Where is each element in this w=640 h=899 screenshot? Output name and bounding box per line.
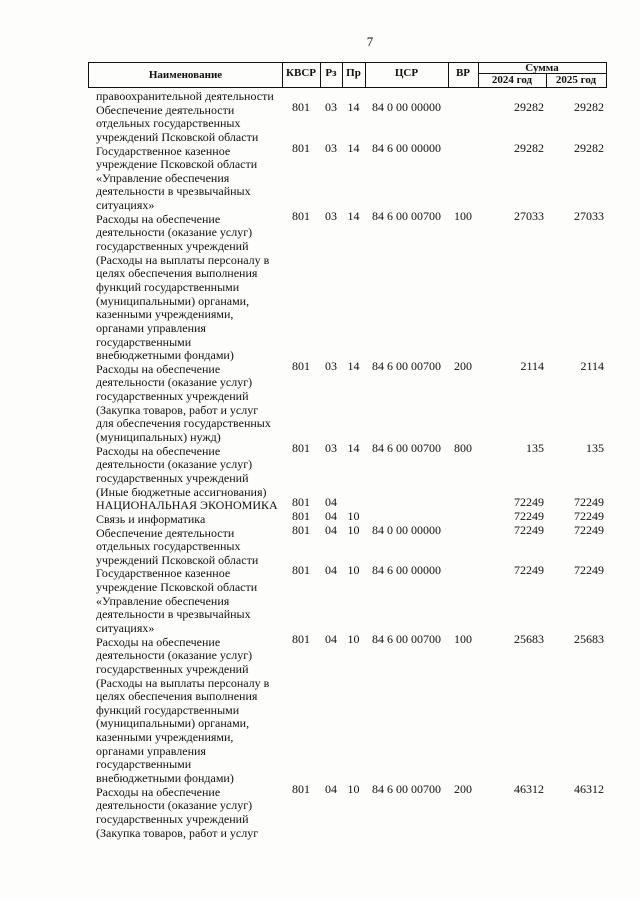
cell-sum-2025: 29282 — [574, 140, 604, 155]
cell-vr: 100 — [454, 631, 472, 646]
cell-rz: 04 — [325, 508, 337, 523]
cell-name — [88, 90, 282, 104]
cell-sum-2025: 72249 — [574, 508, 604, 523]
cell-name-line: Обеспечение деятельности — [96, 525, 235, 540]
cell-name — [88, 567, 282, 635]
cell-name-line: Государственное казенное — [96, 143, 231, 158]
cell-name-line: внебюджетными фондами) — [96, 771, 234, 786]
cell-rz: 03 — [325, 99, 337, 114]
cell-csr: 84 6 00 00000 — [372, 140, 441, 155]
cell-sum-2024: 2114 — [520, 358, 544, 373]
table-row — [88, 522, 607, 568]
cell-name-line: деятельности в чрезвычайных — [96, 184, 251, 199]
header-name: Наименование — [148, 69, 223, 81]
cell-sum-2024: 72249 — [514, 495, 544, 510]
header-sum: Сумма — [525, 62, 559, 74]
cell-rz: 03 — [325, 140, 337, 155]
cell-name-line: (Закупка товаров, работ и услуг — [96, 825, 259, 840]
cell-pr: 10 — [347, 522, 360, 537]
cell-vr: 200 — [454, 781, 472, 796]
table-row — [88, 563, 607, 635]
cell-name-line: деятельности (оказание услуг) — [96, 225, 253, 240]
cell-name-line: НАЦИОНАЛЬНАЯ ЭКОНОМИКА — [96, 498, 278, 513]
table-row — [88, 140, 607, 213]
header-year-2024: 2024 год — [491, 74, 533, 86]
cell-name-line: (Расходы на выплаты персоналу в — [96, 675, 270, 690]
cell-name-line: государственных учреждений — [96, 661, 249, 676]
cell-name-line: Расходы на обеспечение — [96, 361, 221, 376]
cell-name-line: государственных учреждений — [96, 239, 249, 254]
cell-kvsr: 801 — [292, 508, 310, 523]
cell-vr: 100 — [454, 208, 472, 223]
cell-sum-2024: 72249 — [514, 563, 544, 578]
cell-sum-2024: 46312 — [514, 781, 544, 796]
cell-name-line: учреждение Псковской области — [96, 580, 258, 595]
cell-sum-2025: 72249 — [574, 495, 604, 510]
cell-rz: 04 — [325, 522, 337, 537]
cell-name-line: государственных учреждений — [96, 811, 249, 826]
cell-sum-2025: 46312 — [574, 781, 604, 796]
cell-name-line: Расходы на обеспечение — [96, 784, 221, 799]
cell-sum-2025: 2114 — [580, 358, 604, 373]
cell-sum-2025: 29282 — [574, 99, 604, 114]
cell-kvsr: 801 — [292, 99, 310, 114]
table-row — [88, 99, 607, 145]
cell-csr: 84 6 00 00700 — [372, 631, 441, 646]
cell-name-line: учреждений Псковской области — [96, 552, 259, 567]
cell-sum-2024: 25683 — [514, 631, 544, 646]
cell-pr: 10 — [347, 563, 360, 578]
cell-pr: 10 — [347, 631, 360, 646]
cell-name-line: Обеспечение деятельности — [96, 102, 235, 117]
table-row — [88, 631, 607, 786]
cell-name-line: деятельности (оказание услуг) — [96, 798, 253, 813]
cell-name — [88, 499, 282, 513]
cell-sum-2024: 27033 — [514, 208, 544, 223]
cell-name-line: государственными — [96, 334, 192, 349]
cell-csr: 84 6 00 00700 — [372, 358, 441, 373]
cell-name-line: «Управление обеспечения — [96, 593, 230, 608]
cell-csr: 84 6 00 00700 — [372, 440, 441, 455]
cell-sum-2024: 29282 — [514, 99, 544, 114]
cell-pr: 14 — [347, 358, 360, 373]
cell-pr: 10 — [347, 781, 360, 796]
cell-name-line: Расходы на обеспечение — [96, 443, 221, 458]
cell-name-line: для обеспечения государственных — [96, 416, 271, 431]
cell-rz: 03 — [325, 358, 337, 373]
table-row — [88, 440, 607, 500]
cell-csr: 84 6 00 00700 — [372, 781, 441, 796]
cell-name-line: деятельности (оказание услуг) — [96, 457, 253, 472]
cell-rz: 03 — [325, 440, 337, 455]
cell-name-line: учреждений Псковской области — [96, 129, 259, 144]
cell-name-line: государственных учреждений — [96, 470, 249, 485]
cell-name-line: Государственное казенное — [96, 566, 231, 581]
cell-name — [88, 445, 282, 500]
cell-name-line: функций государственными — [96, 279, 240, 294]
cell-pr: 14 — [347, 99, 360, 114]
cell-name-line: учреждение Псковской области — [96, 157, 258, 172]
cell-name-line: органами управления — [96, 320, 206, 335]
cell-name-line: ситуациях» — [96, 198, 155, 213]
cell-sum-2024: 72249 — [514, 522, 544, 537]
table-row — [88, 358, 607, 445]
cell-kvsr: 801 — [292, 522, 310, 537]
cell-name-line: целях обеспечения выполнения — [96, 266, 258, 281]
cell-kvsr: 801 — [292, 781, 310, 796]
cell-name-line: правоохранительной деятельности — [96, 89, 274, 103]
cell-sum-2025: 25683 — [574, 631, 604, 646]
cell-pr: 14 — [347, 140, 360, 155]
cell-kvsr: 801 — [292, 631, 310, 646]
cell-kvsr: 801 — [292, 495, 310, 510]
cell-pr: 14 — [347, 208, 360, 223]
cell-pr: 10 — [347, 508, 360, 523]
cell-name-line: Связь и информатика — [96, 511, 206, 526]
table-body — [88, 90, 607, 840]
cell-rz: 03 — [325, 208, 337, 223]
cell-name-line: (Иные бюджетные ассигнования) — [96, 484, 267, 499]
table-header — [88, 62, 607, 88]
cell-name-line: казенными учреждениями, — [96, 730, 234, 745]
cell-name-line: Расходы на обеспечение — [96, 211, 221, 226]
cell-name — [88, 145, 282, 213]
cell-pr: 14 — [347, 440, 360, 455]
cell-kvsr: 801 — [292, 440, 310, 455]
header-kvsr: КВСР — [286, 67, 316, 79]
cell-sum-2024: 29282 — [514, 140, 544, 155]
cell-rz: 04 — [325, 563, 337, 578]
cell-name-line: (Закупка товаров, работ и услуг — [96, 402, 259, 417]
cell-name-line: деятельности (оказание услуг) — [96, 648, 253, 663]
cell-name — [88, 104, 282, 145]
cell-name — [88, 786, 282, 841]
cell-sum-2024: 135 — [526, 440, 544, 455]
header-vr: ВР — [455, 67, 471, 79]
cell-name-line: (муниципальными) органами, — [96, 293, 250, 308]
cell-vr: 800 — [454, 440, 472, 455]
cell-sum-2025: 72249 — [574, 522, 604, 537]
cell-name-line: органами управления — [96, 743, 206, 758]
cell-name — [88, 513, 282, 527]
cell-name-line: деятельности в чрезвычайных — [96, 607, 251, 622]
cell-sum-2025: 135 — [586, 440, 604, 455]
cell-sum-2025: 72249 — [574, 563, 604, 578]
cell-name — [88, 213, 282, 363]
cell-csr: 84 0 00 00000 — [372, 99, 441, 114]
header-csr: ЦСР — [394, 67, 419, 79]
cell-name — [88, 636, 282, 786]
cell-kvsr: 801 — [292, 208, 310, 223]
cell-csr: 84 0 00 00000 — [372, 522, 441, 537]
cell-name-line: Расходы на обеспечение — [96, 634, 221, 649]
table-row — [88, 208, 607, 363]
cell-kvsr: 801 — [292, 358, 310, 373]
cell-vr: 200 — [454, 358, 472, 373]
cell-name-line: казенными учреждениями, — [96, 307, 234, 322]
cell-name-line: целях обеспечения выполнения — [96, 689, 258, 704]
cell-name-line: отдельных государственных — [96, 116, 241, 131]
cell-kvsr: 801 — [292, 140, 310, 155]
cell-name-line: «Управление обеспечения — [96, 170, 230, 185]
cell-name-line: (Расходы на выплаты персоналу в — [96, 252, 270, 267]
header-pr: Пр — [346, 67, 361, 79]
cell-name-line: внебюджетными фондами) — [96, 348, 234, 363]
cell-rz: 04 — [325, 495, 337, 510]
cell-kvsr: 801 — [292, 563, 310, 578]
header-year-2025: 2025 год — [555, 74, 597, 86]
table-row — [88, 781, 607, 841]
cell-name-line: ситуациях» — [96, 620, 155, 635]
cell-sum-2025: 27033 — [574, 208, 604, 223]
cell-csr: 84 6 00 00000 — [372, 563, 441, 578]
cell-name — [88, 527, 282, 568]
cell-name-line: государственными — [96, 757, 192, 772]
cell-name-line: государственных учреждений — [96, 389, 249, 404]
cell-sum-2024: 72249 — [514, 508, 544, 523]
cell-name-line: функций государственными — [96, 702, 240, 717]
header-rz: Рз — [325, 67, 337, 79]
cell-name-line: деятельности (оказание услуг) — [96, 375, 253, 390]
cell-csr: 84 6 00 00700 — [372, 208, 441, 223]
cell-name-line: (муниципальными) органами, — [96, 716, 250, 731]
cell-name-line: отдельных государственных — [96, 539, 241, 554]
cell-rz: 04 — [325, 781, 337, 796]
cell-name — [88, 363, 282, 445]
cell-rz: 04 — [325, 631, 337, 646]
page-number: 7 — [366, 34, 374, 49]
cell-name-line: (муниципальных) нужд) — [96, 430, 221, 445]
